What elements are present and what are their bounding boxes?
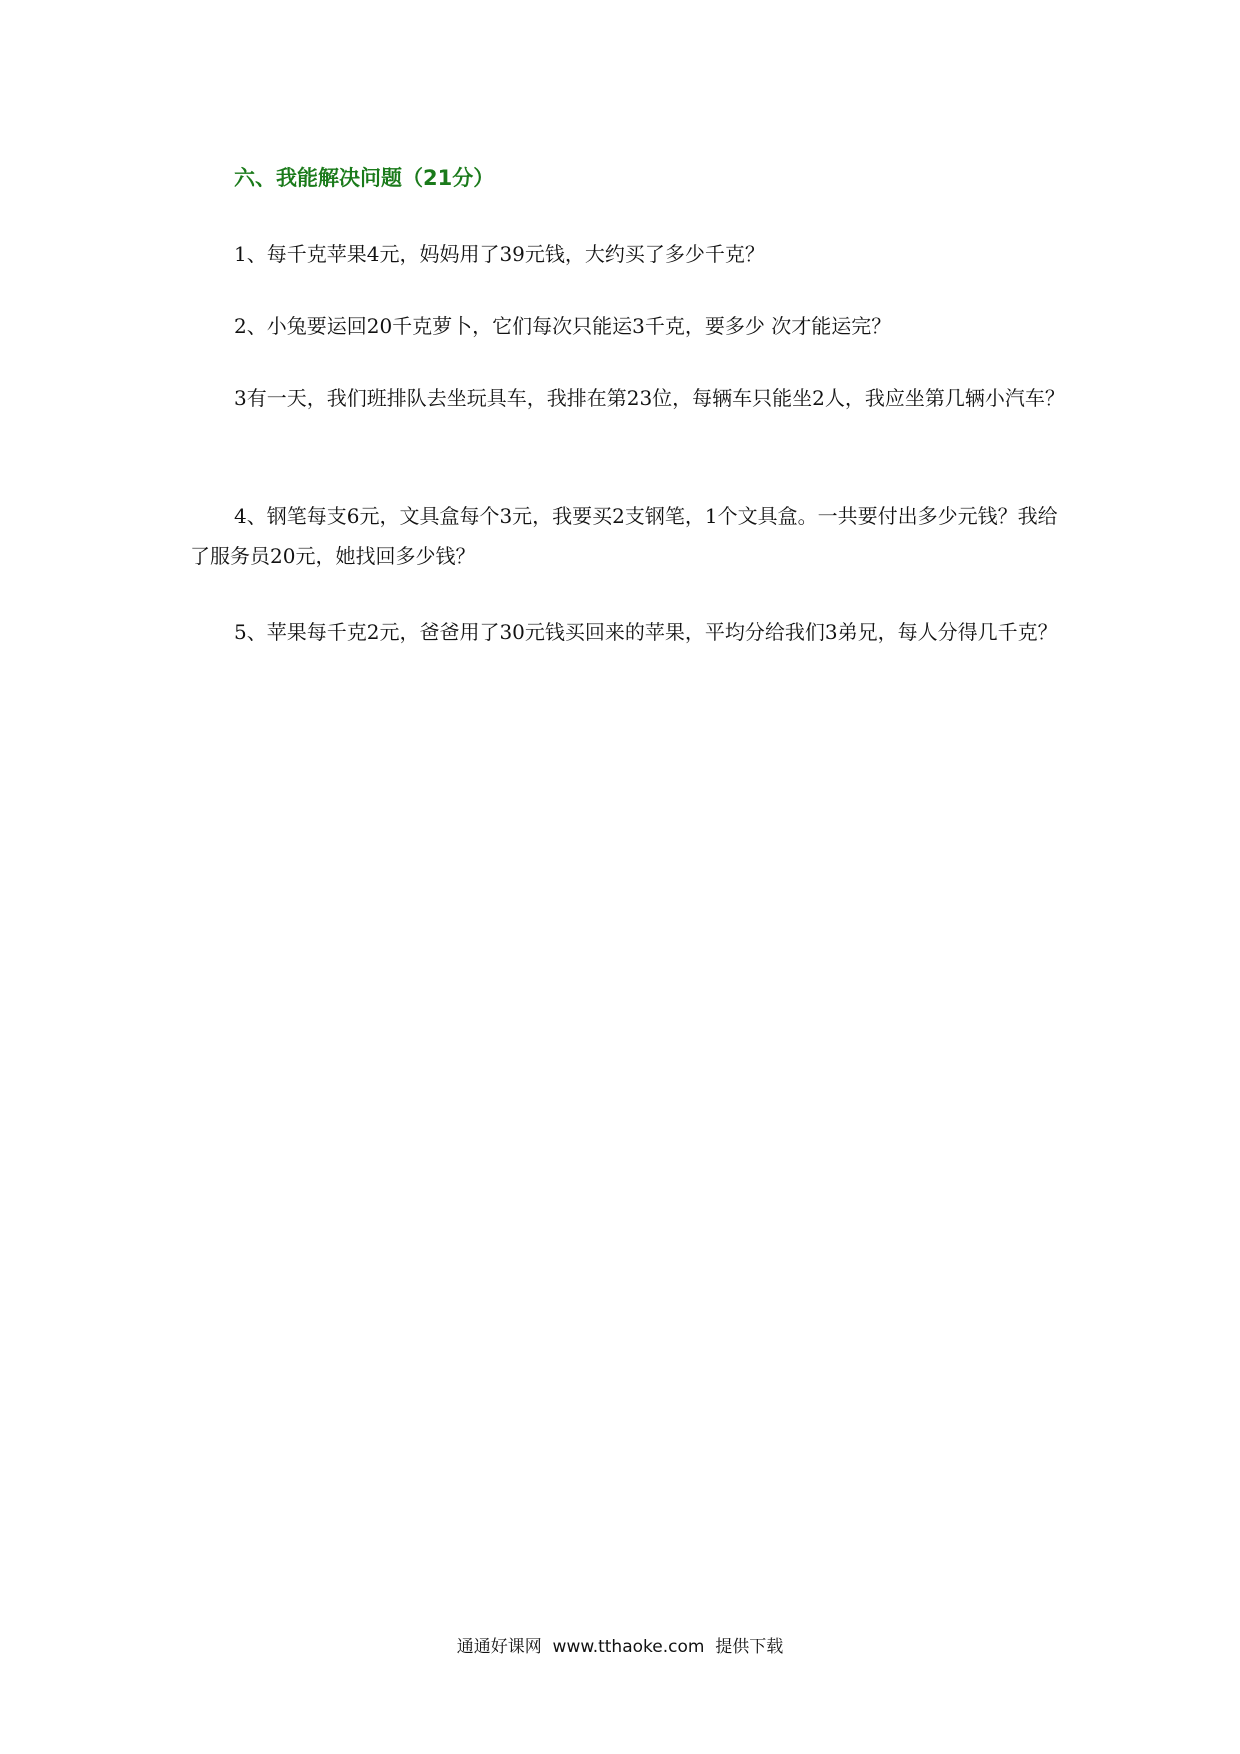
question-item: 2、小兔要运回20千克萝卜，它们每次只能运3千克，要多少 次才能运完？ [234,314,892,338]
question-item: 5、苹果每千克2元，爸爸用了30元钱买回来的苹果，平均分给我们3弟兄，每人分得几千克？ [234,620,1058,644]
question-item: 1、每千克苹果4元，妈妈用了39元钱，大约买了多少千克？ [234,242,765,266]
section-title: 六、我能解决问题（21分） [234,166,495,190]
page-footer: 通通好课网 www.tthaoke.com 提供下载 [456,1637,784,1657]
question-item: 4、钢笔每支6元，文具盒每个3元，我要买2支钢笔，1个文具盒。一共要付出多少元钱？我给了服务员20元，她找回多少钱？ [190,504,1058,568]
question-item: 3有一天，我们班排队去坐玩具车，我排在第23位，每辆车只能坐2人，我应坐第几辆小汽车？ [234,386,1065,410]
